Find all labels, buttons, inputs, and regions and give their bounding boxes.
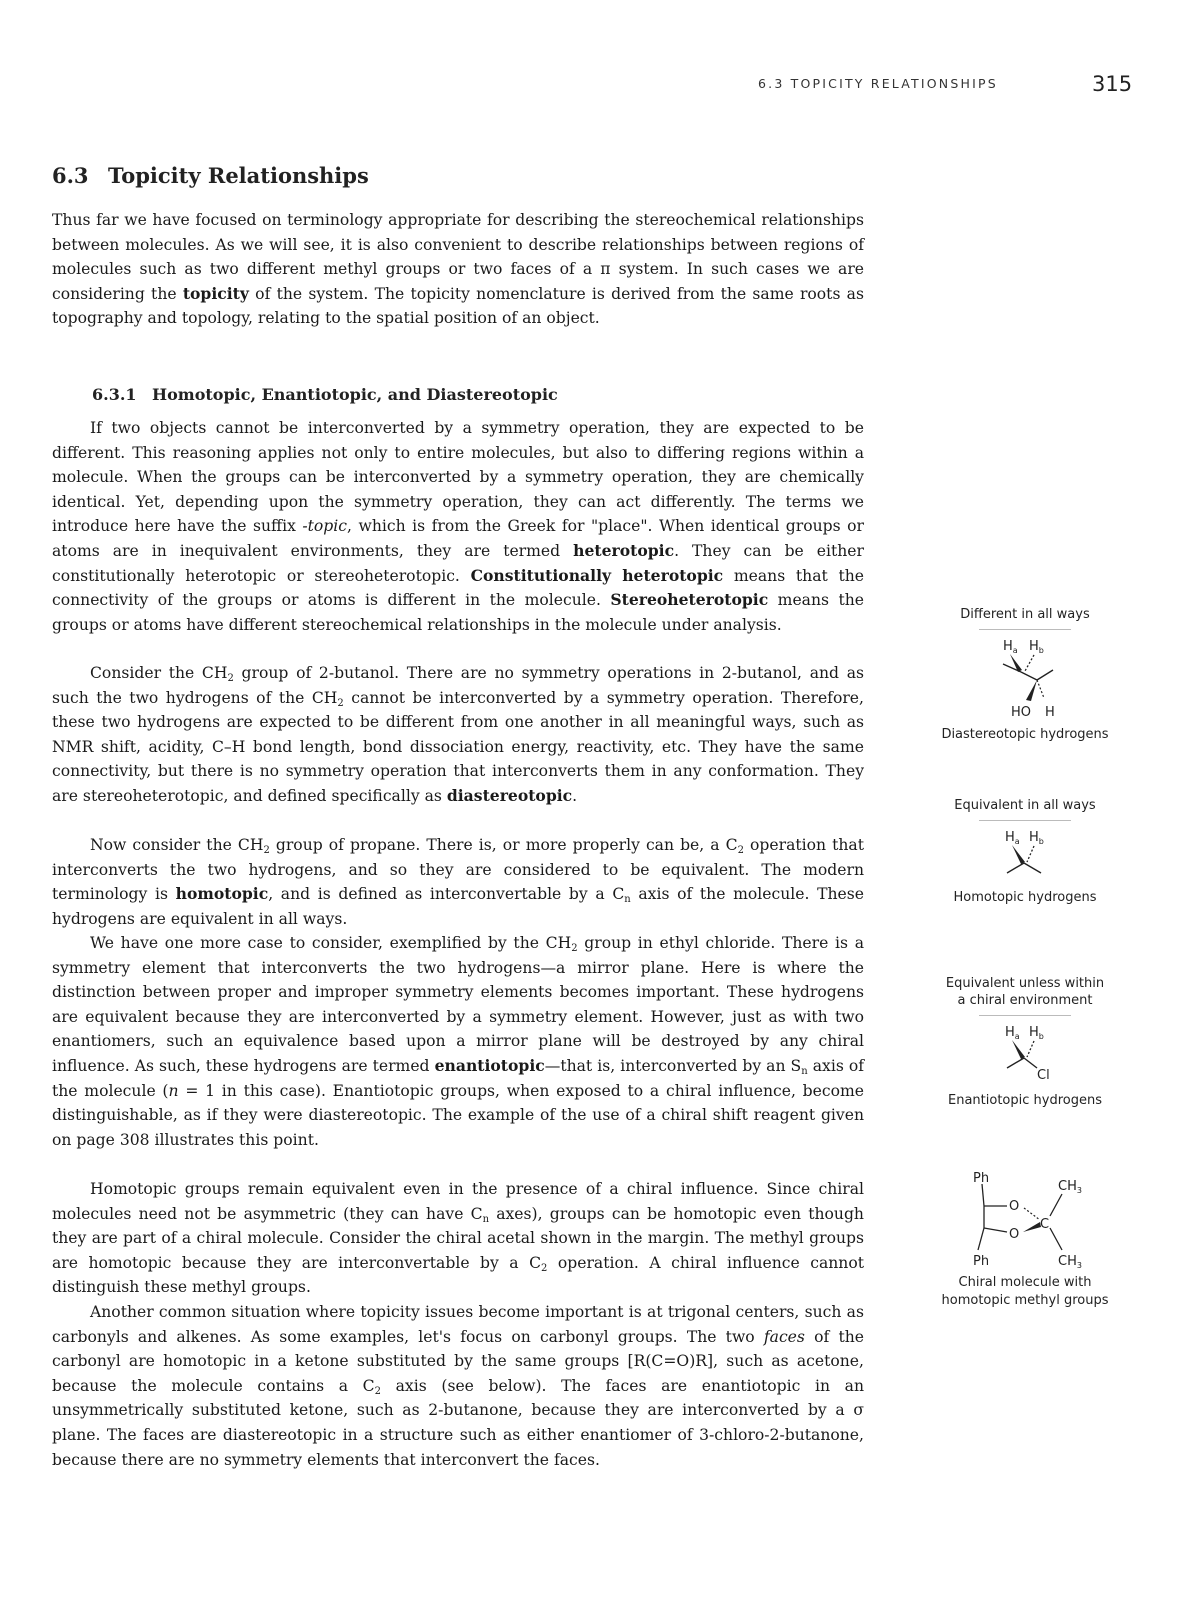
subsection-title-text: Homotopic, Enantiotopic, and Diastereotopic — [152, 385, 558, 404]
figure-caption: Homotopic hydrogens — [953, 890, 1097, 905]
term-enantiotopic: enantiotopic — [434, 1055, 545, 1075]
term-heterotopic: heterotopic — [573, 540, 675, 560]
svg-text:Hb: $H_b$ — [1029, 639, 1044, 655]
svg-text:O: O — [1009, 1227, 1020, 1242]
term-topicity: topicity — [182, 283, 249, 303]
figure-caption-line-2: homotopic methyl groups — [941, 1293, 1109, 1308]
svg-text:O: O — [1009, 1199, 1020, 1214]
svg-text:CH3: $CH_3$ — [1058, 1254, 1082, 1270]
paragraph-homotopic: Now consider the $CH_2$ group of propane. There is, or more properly can be, a $C_2$ operation that interconverts the two hydrogens, and so they are considered to be equivalent. The modern terminology is homotopic, and is defined as interconvertable by a $C_n$ axis of the molecule. These hydrogens are equivalent in all ways. — [52, 836, 864, 928]
chiral-acetal-structure — [950, 1168, 1100, 1268]
margin-figure-chiral-acetal — [915, 1168, 1135, 1310]
section-number: 6.3 — [52, 163, 89, 188]
figure-heading: Equivalent in all ways — [954, 798, 1096, 813]
paragraph-intro: Thus far we have focused on terminology appropriate for describing the stereochemical relationships between molecules. As we will see, it is also convenient to describe relationships between regions of molecules such as two different methyl groups or two faces of a π system. In such cases we are considering the topicity of the system. The topicity nomenclature is derived from the same roots as topography and topology, relating to the spatial position of an object. — [52, 211, 864, 328]
margin-figure-diastereotopic — [915, 606, 1135, 744]
svg-text:Hb: $H_b$ — [1029, 1025, 1044, 1041]
paragraph-trigonal-centers: Another common situation where topicity issues become important is at trigonal centers, such as carbonyls and alkenes. As some examples, let's focus on carbonyl groups. The two faces of the carbonyl are homotopic in a ketone substituted by the same groups [R(C=O)R], such as acetone, because the molecule contains a $C_2$ axis (see below). The faces are enantiotopic in an unsymmetrically substituted ketone, such as 2-butanone, because they are interconverted by a σ plane. The faces are diastereotopic in a structure such as either enantiomer of 3-chloro-2-butanone, because there are no symmetry elements that interconvert the faces. — [52, 1303, 865, 1469]
paragraph-diastereotopic: Consider the $CH_2$ group of 2-butanol. There are no symmetry operations in 2-butanol, and as such the two hydrogens of the $CH_2$ cannot be interconverted by a symmetry operation. Therefore, these two hydrogens are expected to be different from one another in all meaningful ways, such as NMR shift, acidity, C–H bond length, bond dissociation energy, reactivity, etc. They have the same connectivity, but there is no symmetry operation that interconverts them in any conformation. They are stereoheterotopic, and defined specifically as diastereotopic. — [52, 664, 865, 805]
svg-text:Ph: Ph — [973, 1171, 990, 1186]
figure-heading: Different in all ways — [960, 607, 1090, 622]
svg-text:Ha: $H_a$ — [1005, 830, 1020, 846]
svg-text:Ha: $H_a$ — [1003, 639, 1018, 655]
figure-caption: Enantiotopic hydrogens — [948, 1093, 1102, 1108]
paragraph-chiral-acetal: Homotopic groups remain equivalent even in the presence of a chiral influence. Since chiral molecules need not be asymmetric (they can have $C_n$ axes), groups can be homotopic even though they are part of a chiral molecule. Consider the chiral acetal shown in the margin. The methyl groups are homotopic because they are interconvertable by a $C_2$ operation. A chiral influence cannot distinguish these methyl groups. — [52, 1180, 864, 1297]
figure-caption: Diastereotopic hydrogens — [941, 727, 1109, 742]
paragraph-heterotopic: If two objects cannot be interconverted by a symmetry operation, they are expected to be different. This reasoning applies not only to entire molecules, but also to differing regions within a molecule. When the groups can be interconverted by a symmetry operation, they are chemically identical. Yet, depending upon the symmetry operation, they can act differently. The terms we introduce here have the suffix -topic, which is from the Greek for "place". When identical groups or atoms are in inequivalent environments, they are termed heterotopic. They can be either constitutionally heterotopic or stereoheterotopic. Constitutionally heterotopic means that the connectivity of the groups or atoms is different in the molecule. Stereoheterotopic means the groups or atoms have different stereochemical relationships in the molecule under analysis. — [52, 419, 865, 634]
subsection-number: 6.3.1 — [92, 385, 137, 404]
svg-text:HO: HO — [1011, 705, 1032, 720]
term-diastereotopic: diastereotopic — [446, 785, 573, 805]
propane-structure — [965, 821, 1085, 881]
margin-figure-enantiotopic — [915, 975, 1135, 1110]
running-head: 6.3 TOPICITY RELATIONSHIPS — [758, 76, 998, 91]
svg-text:C: C — [1040, 1217, 1050, 1232]
figure-heading-line-1: Equivalent unless within — [945, 976, 1105, 991]
term-stereoheterotopic: Stereoheterotopic — [610, 590, 769, 610]
svg-text:Cl: Cl — [1037, 1068, 1050, 1083]
section-title-text: Topicity Relationships — [108, 163, 369, 188]
section-title — [52, 163, 369, 188]
butanol-structure — [965, 630, 1085, 720]
svg-text:H: H — [1045, 705, 1055, 720]
term-constitutionally-heterotopic: Constitutionally heterotopic — [470, 565, 724, 585]
svg-text:Ph: Ph — [973, 1254, 990, 1269]
ethyl-chloride-structure — [965, 1016, 1085, 1086]
paragraph-enantiotopic: We have one more case to consider, exemplified by the $CH_2$ group in ethyl chloride. There is a symmetry element that interconverts the two hydrogens—a mirror plane. Here is where the distinction between proper and improper symmetry elements becomes important. These hydrogens are equivalent because they are interconverted by a symmetry element. However, just as with two enantiomers, such an equivalence based upon a mirror plane will be destroyed by any chiral influence. As such, these hydrogens are termed enantiotopic—that is, interconverted by an $S_n$ axis of the molecule (n = 1 in this case). Enantiotopic groups, when exposed to a chiral influence, become distinguishable, as if they were diastereotopic. The example of the use of a chiral shift reagent given on page 308 illustrates this point. — [52, 934, 865, 1149]
margin-figure-homotopic — [915, 797, 1135, 907]
page-number: 315 — [1092, 72, 1133, 96]
figure-caption-line-1: Chiral molecule with — [958, 1275, 1092, 1290]
subsection-title — [92, 385, 558, 404]
figure-heading-line-2: a chiral environment — [957, 993, 1093, 1008]
svg-text:CH3: $CH_3$ — [1058, 1179, 1082, 1195]
svg-text:Hb: $H_b$ — [1029, 830, 1044, 846]
term-homotopic: homotopic — [175, 884, 269, 904]
svg-text:Ha: $H_a$ — [1005, 1025, 1020, 1041]
